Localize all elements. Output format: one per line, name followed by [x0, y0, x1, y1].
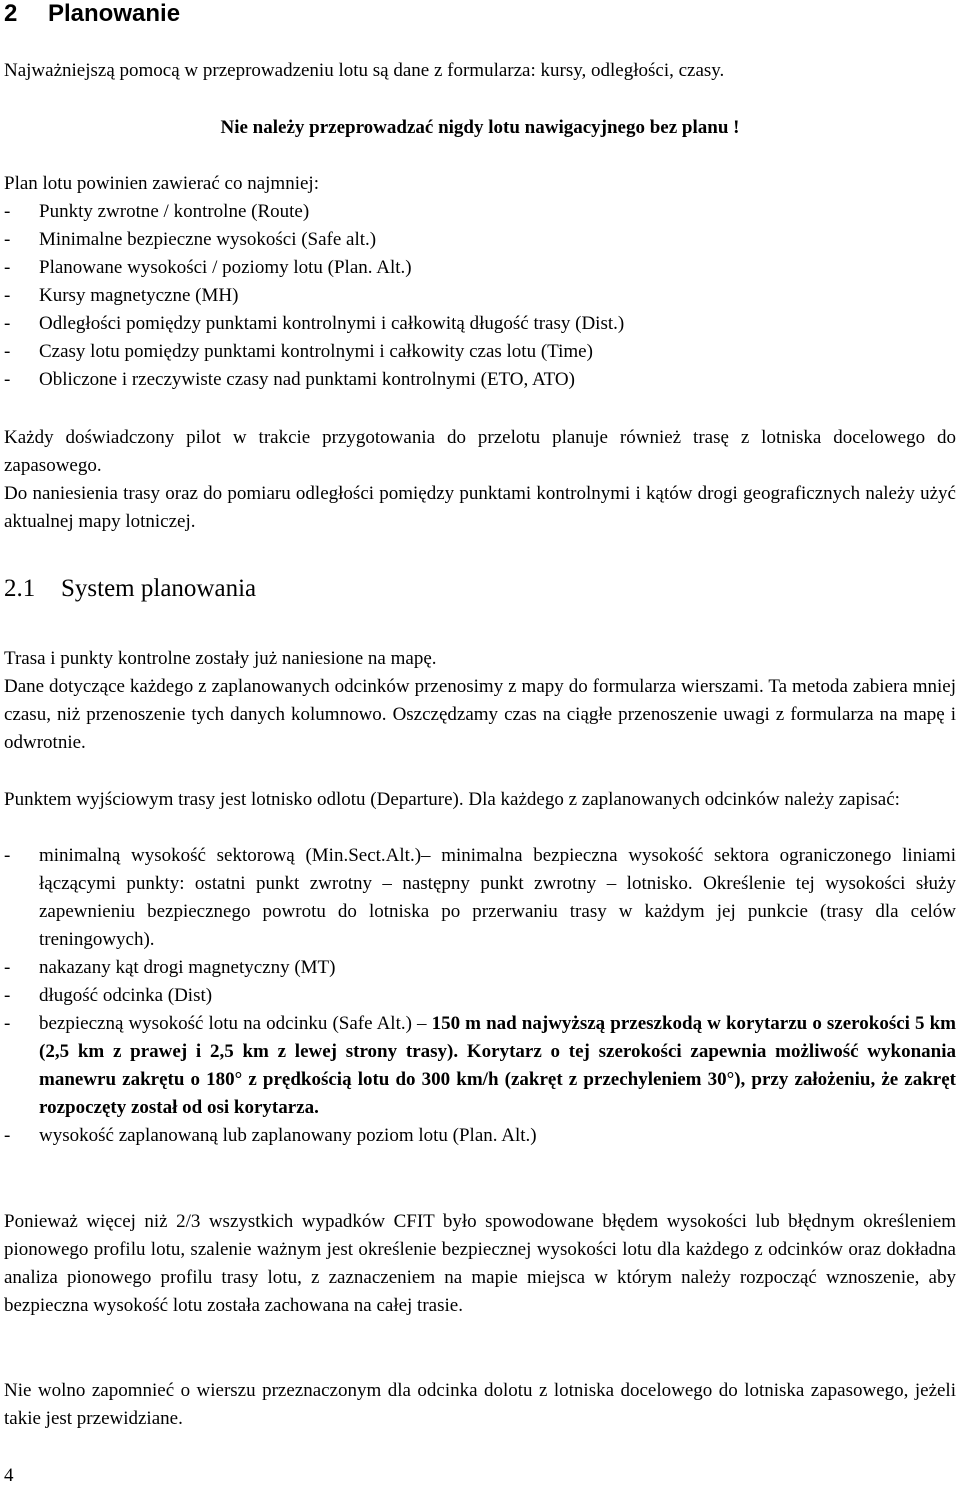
segment-list	[4, 842, 956, 1150]
page-number: 4	[4, 1465, 14, 1486]
section-heading	[4, 0, 180, 28]
section-title: Planowanie	[48, 0, 181, 27]
list-item: - minimalną wysokość sektorową (Min.Sect.Alt.)– minimalna bezpieczna wysokość sektora ograniczonego liniami łączącymi punkty: ostatni punkt zwrotny – następny punkt zwrotny – lotnisko. Określenie tej wysokości służy zapewnieniu bezpiecznego powrotu do lotniska po przerwaniu trasy w każdym jej punkcie (trasy dla celów treningowych).	[4, 845, 956, 950]
pilot-paragraph: Każdy doświadczony pilot w trakcie przygotowania do przelotu planuje również trasę z lotniska docelowego do zapasowego.	[4, 427, 956, 476]
list-item: - Minimalne bezpieczne wysokości (Safe alt.)	[4, 229, 377, 250]
plan-list	[4, 198, 956, 394]
cfit-paragraph: Ponieważ więcej niż 2/3 wszystkich wypadków CFIT było spowodowane błędem wysokości lub błędnym określeniem pionowego profilu lotu, szalenie ważnym jest określenie bezpiecznej wysokości lotu dla każdego z odcinków oraz dokładna analiza pionowego profilu trasy lotu, z zaznaczeniem na mapie miejsca w którym należy rozpocząć wznoszenie, aby bezpieczna wysokość lotu została zachowana na całej trasie.	[4, 1211, 956, 1316]
section-number: 2	[4, 0, 18, 27]
list-item: - nakazany kąt drogi magnetyczny (MT)	[4, 957, 336, 978]
plan-intro: Plan lotu powinien zawierać co najmniej:	[4, 173, 319, 194]
data-paragraph: Dane dotyczące każdego z zaplanowanych odcinków przenosimy z mapy do formularza wierszami. Ta metoda zabiera mniej czasu, niż przenoszenie tych danych kolumnowo. Oszczędzamy czas na ciągłe przenoszenie uwagi z formularza na mapę i odwrotnie.	[4, 676, 956, 753]
list-item: - bezpieczną wysokość lotu na odcinku (Safe Alt.) – 150 m nad najwyższą przeszkodą w korytarzu o szerokości 5 km (2,5 km z prawej i 2,5 km z lewej strony trasy). Korytarz o tej szerokości zapewnia możliwość wykonania manewru zakrętu o 180° z prędkością lotu do 300 km/h (zakręt z przechyleniem 30°), przy założeniu, że zakręt rozpoczęty został od osi korytarza.	[4, 1013, 956, 1118]
route-paragraph: Trasa i punkty kontrolne zostały już naniesione na mapę.	[4, 648, 437, 669]
subsection-title: System planowania	[61, 575, 257, 602]
list-item: - Czasy lotu pomiędzy punktami kontrolnymi i całkowity czas lotu (Time)	[4, 341, 593, 362]
list-item: - Obliczone i rzeczywiste czasy nad punktami kontrolnymi (ETO, ATO)	[4, 369, 575, 390]
alternate-paragraph: Nie wolno zapomnieć o wierszu przeznaczonym dla odcinka dolotu z lotniska docelowego do lotniska zapasowego, jeżeli takie jest przewidziane.	[4, 1380, 956, 1429]
departure-paragraph: Punktem wyjściowym trasy jest lotnisko odlotu (Departure). Dla każdego z zaplanowanych odcinków należy zapisać:	[4, 789, 900, 810]
list-item: - Kursy magnetyczne (MH)	[4, 285, 239, 306]
list-item: - wysokość zaplanowaną lub zaplanowany poziom lotu (Plan. Alt.)	[4, 1125, 537, 1146]
list-item: - Odległości pomiędzy punktami kontrolnymi i całkowitą długość trasy (Dist.)	[4, 313, 625, 334]
list-item: - długość odcinka (Dist)	[4, 985, 213, 1006]
subsection-heading	[4, 574, 256, 604]
intro-paragraph: Najważniejszą pomocą w przeprowadzeniu lotu są dane z formularza: kursy, odległości, czasy.	[4, 60, 725, 81]
list-item: - Planowane wysokości / poziomy lotu (Plan. Alt.)	[4, 257, 412, 278]
subsection-number: 2.1	[4, 575, 36, 602]
warning-paragraph: Nie należy przeprowadzać nigdy lotu nawigacyjnego bez planu !	[220, 117, 740, 138]
safe-alt-emphasis: 150 m nad najwyższą przeszkodą w korytarzu o szerokości 5 km (2,5 km z prawej i 2,5 km z lewej strony trasy). Korytarz o tej szerokości zapewnia możliwość wykonania manewru zakrętu o 180° z prędkością lotu do 300 km/h (zakręt z przechyleniem 30°), przy założeniu, że zakręt rozpoczęty został od osi korytarza.	[39, 1013, 956, 1118]
list-item: - Punkty zwrotne / kontrolne (Route)	[4, 201, 310, 222]
map-paragraph: Do naniesienia trasy oraz do pomiaru odległości pomiędzy punktami kontrolnymi i kątów drogi geograficznych należy użyć aktualnej mapy lotniczej.	[4, 483, 956, 532]
